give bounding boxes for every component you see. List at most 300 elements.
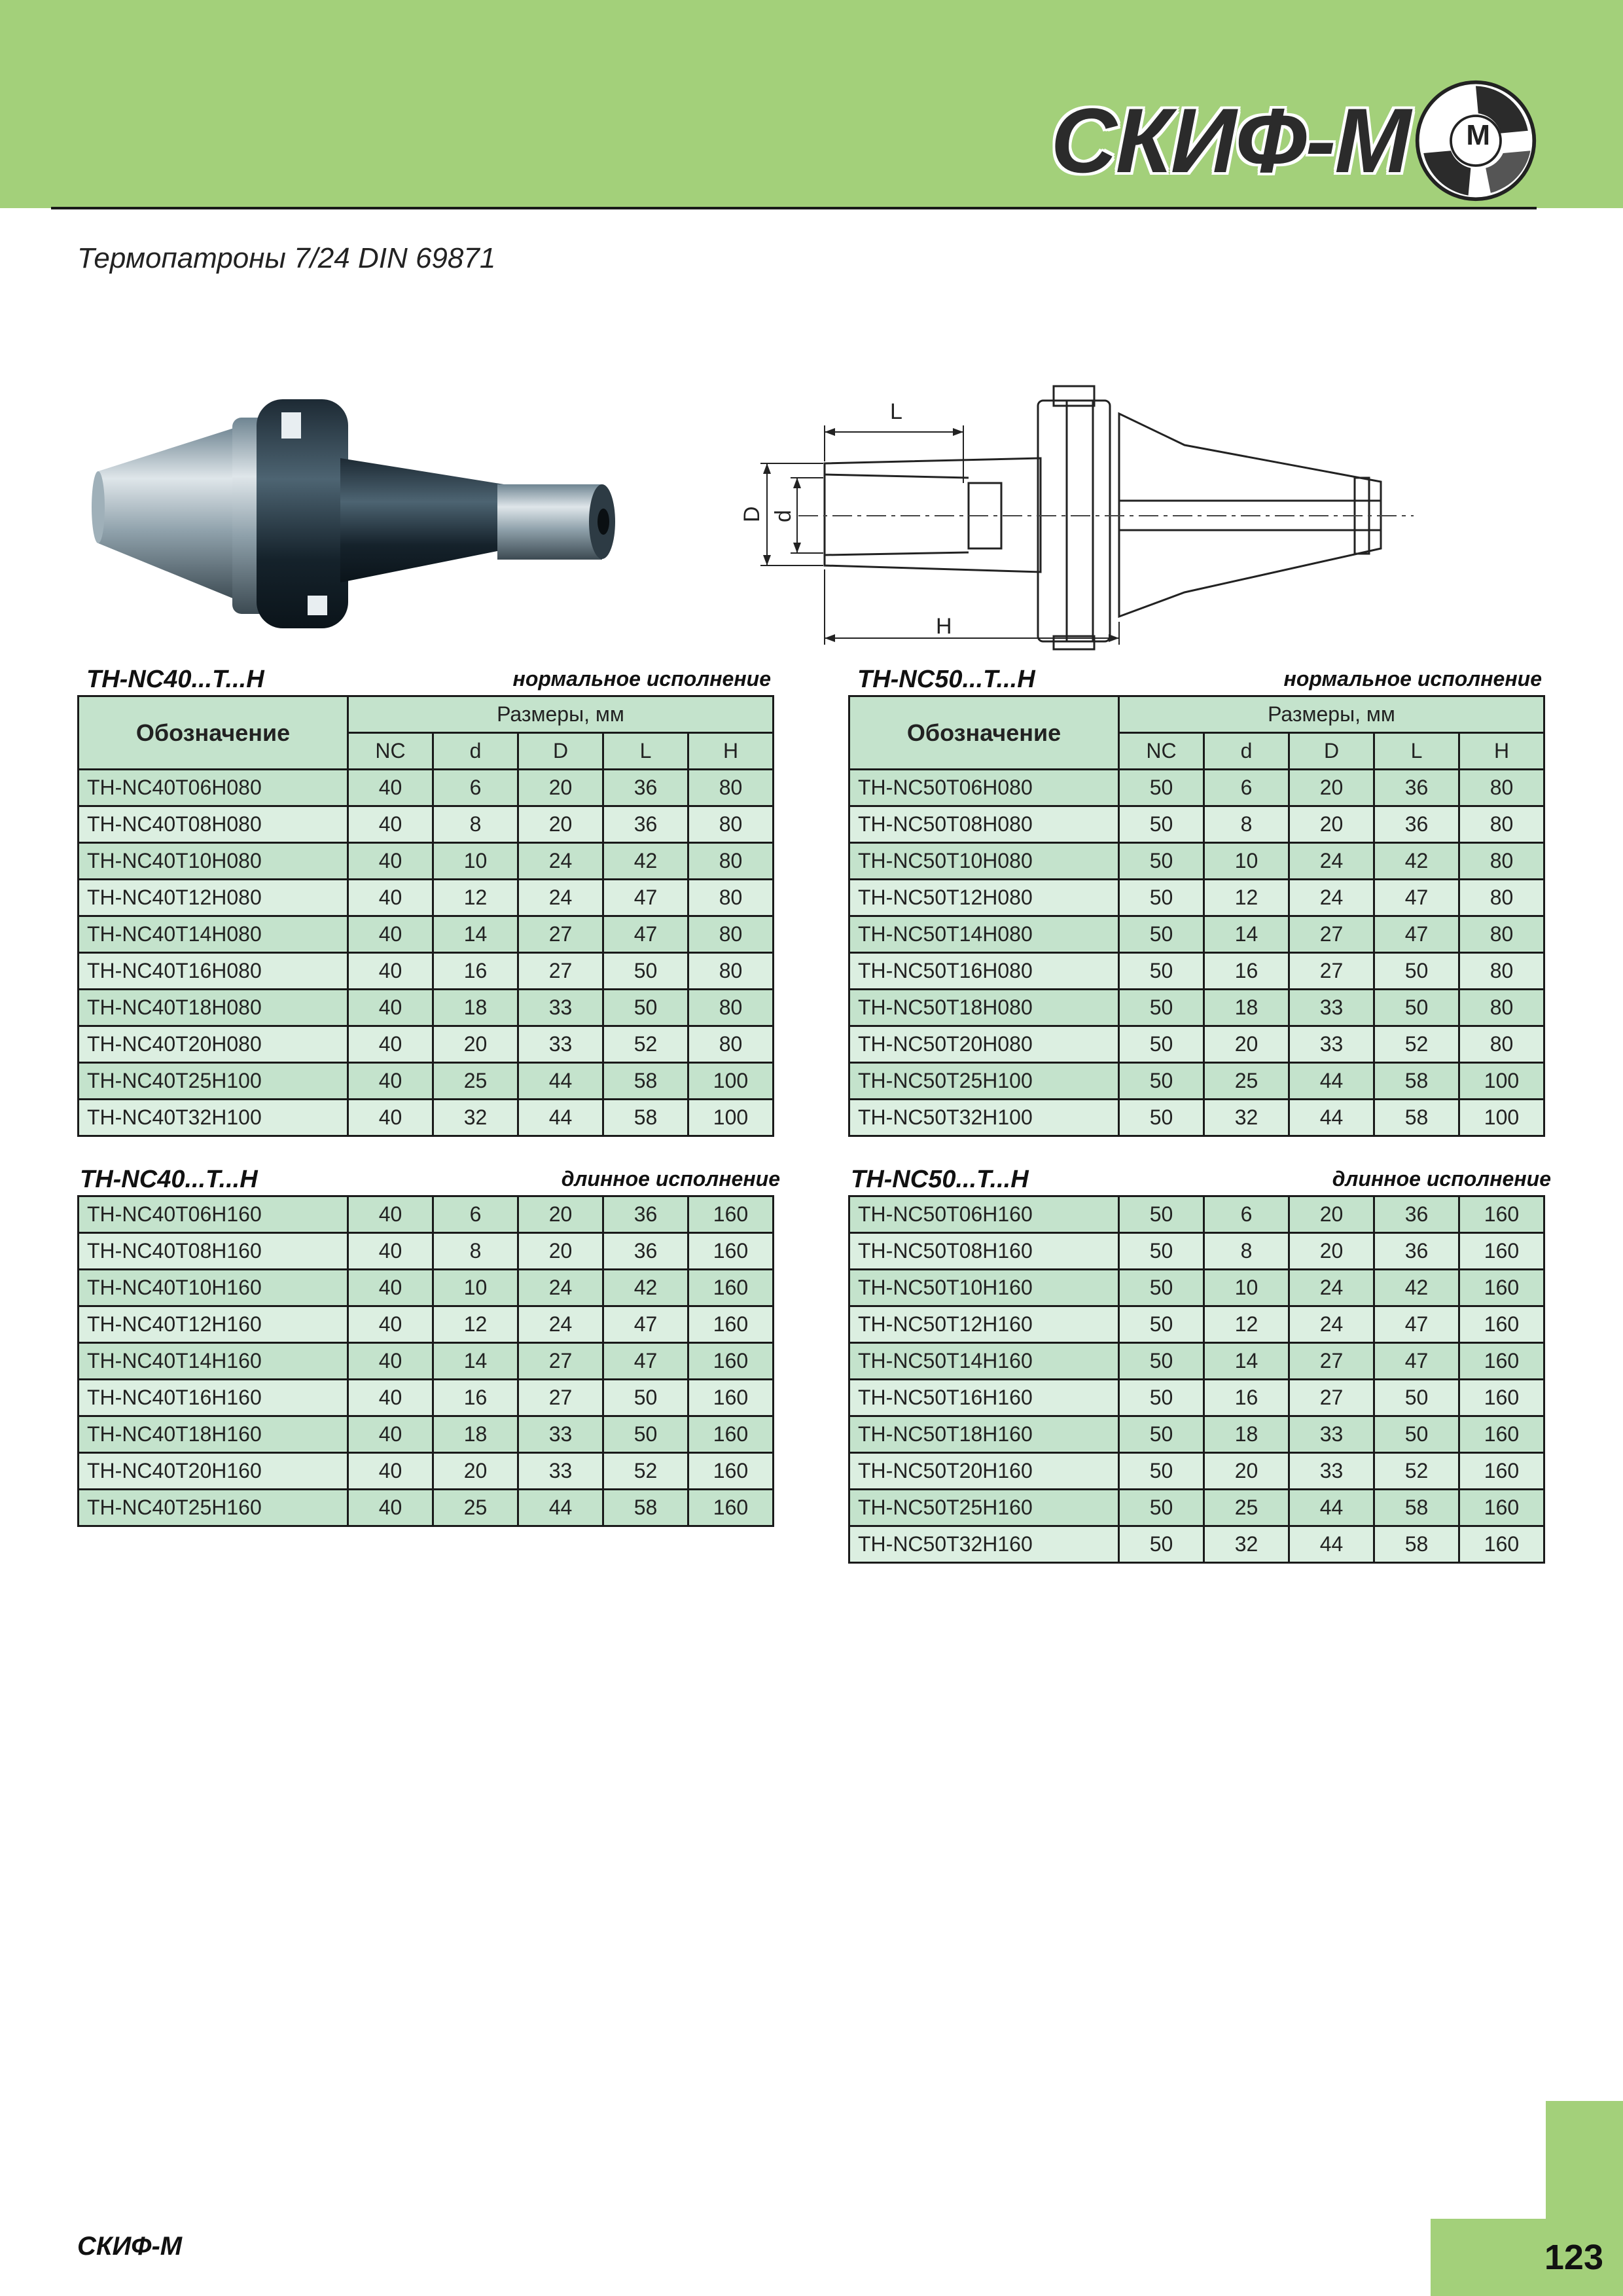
footer-brand: СКИФ-М [77, 2232, 183, 2261]
column-header: H [688, 733, 774, 770]
value-cell: 47 [1374, 880, 1459, 916]
technical-drawing [726, 367, 1420, 655]
designation-cell: TH-NC50T16H160 [849, 1380, 1119, 1416]
value-cell: 18 [1204, 1416, 1289, 1453]
value-cell: 24 [1289, 1270, 1374, 1306]
value-cell: 160 [1459, 1453, 1544, 1490]
table-row [849, 1026, 1544, 1063]
value-cell: 44 [518, 1490, 603, 1526]
table-row [849, 843, 1544, 880]
value-cell: 33 [1289, 1416, 1374, 1453]
value-cell: 44 [1289, 1063, 1374, 1100]
designation-cell: TH-NC40T20H160 [79, 1453, 348, 1490]
value-cell: 40 [348, 806, 433, 843]
value-cell: 36 [1374, 1233, 1459, 1270]
value-cell: 80 [1459, 1026, 1544, 1063]
value-cell: 32 [1204, 1526, 1289, 1563]
column-header: d [1204, 733, 1289, 770]
value-cell: 80 [1459, 953, 1544, 990]
value-cell: 14 [1204, 1343, 1289, 1380]
designation-cell: TH-NC50T10H160 [849, 1270, 1119, 1306]
designation-cell: TH-NC40T20H080 [79, 1026, 348, 1063]
value-cell: 14 [433, 1343, 518, 1380]
value-cell: 52 [1374, 1026, 1459, 1063]
value-cell: 36 [603, 1196, 688, 1233]
nc50-long-block [848, 1162, 1551, 1564]
value-cell: 18 [433, 1416, 518, 1453]
spec-table [77, 695, 774, 1137]
value-cell: 80 [1459, 916, 1544, 953]
value-cell: 20 [433, 1026, 518, 1063]
value-cell: 33 [518, 1026, 603, 1063]
value-cell: 44 [1289, 1100, 1374, 1136]
value-cell: 58 [1374, 1526, 1459, 1563]
value-cell: 50 [1119, 1490, 1204, 1526]
table-row [849, 806, 1544, 843]
column-header: H [1459, 733, 1544, 770]
value-cell: 8 [433, 1233, 518, 1270]
value-cell: 42 [1374, 1270, 1459, 1306]
designation-cell: TH-NC40T10H080 [79, 843, 348, 880]
table-row [849, 1380, 1544, 1416]
value-cell: 36 [1374, 770, 1459, 806]
value-cell: 80 [688, 806, 774, 843]
table-row [79, 880, 774, 916]
value-cell: 10 [1204, 1270, 1289, 1306]
value-cell: 24 [518, 1270, 603, 1306]
value-cell: 32 [1204, 1100, 1289, 1136]
value-cell: 40 [348, 1100, 433, 1136]
variant-label: длинное исполнение [1332, 1167, 1551, 1191]
value-cell: 52 [603, 1026, 688, 1063]
table-row [849, 1100, 1544, 1136]
value-cell: 50 [603, 1380, 688, 1416]
designation-cell: TH-NC40T06H080 [79, 770, 348, 806]
value-cell: 160 [688, 1306, 774, 1343]
value-cell: 16 [433, 1380, 518, 1416]
table-row [79, 1453, 774, 1490]
value-cell: 160 [688, 1453, 774, 1490]
table-row [79, 1490, 774, 1526]
value-cell: 16 [1204, 1380, 1289, 1416]
value-cell: 160 [1459, 1380, 1544, 1416]
dim-d-label: d [771, 510, 796, 522]
value-cell: 40 [348, 953, 433, 990]
value-cell: 58 [603, 1490, 688, 1526]
value-cell: 36 [603, 1233, 688, 1270]
value-cell: 160 [1459, 1233, 1544, 1270]
value-cell: 80 [688, 990, 774, 1026]
value-cell: 33 [1289, 1026, 1374, 1063]
table-row [79, 843, 774, 880]
value-cell: 12 [433, 1306, 518, 1343]
value-cell: 40 [348, 1380, 433, 1416]
header-divider [51, 207, 1537, 209]
designation-cell: TH-NC50T14H080 [849, 916, 1119, 953]
value-cell: 20 [518, 1196, 603, 1233]
value-cell: 160 [1459, 1306, 1544, 1343]
value-cell: 160 [1459, 1196, 1544, 1233]
value-cell: 8 [1204, 806, 1289, 843]
table-row [79, 990, 774, 1026]
designation-cell: TH-NC40T32H100 [79, 1100, 348, 1136]
value-cell: 100 [1459, 1063, 1544, 1100]
page-number: 123 [1544, 2238, 1603, 2277]
value-cell: 50 [1119, 1233, 1204, 1270]
table-row [849, 953, 1544, 990]
value-cell: 50 [1119, 1526, 1204, 1563]
value-cell: 14 [1204, 916, 1289, 953]
dimensions-header: Размеры, мм [1119, 696, 1544, 733]
value-cell: 33 [518, 1416, 603, 1453]
value-cell: 80 [1459, 806, 1544, 843]
value-cell: 160 [688, 1490, 774, 1526]
page-title: Термопатроны 7/24 DIN 69871 [77, 242, 496, 274]
value-cell: 25 [1204, 1063, 1289, 1100]
value-cell: 47 [1374, 1306, 1459, 1343]
value-cell: 20 [1289, 806, 1374, 843]
dim-L-label: L [890, 399, 902, 424]
value-cell: 18 [1204, 990, 1289, 1026]
value-cell: 80 [688, 843, 774, 880]
table-row [79, 770, 774, 806]
value-cell: 100 [688, 1100, 774, 1136]
value-cell: 58 [1374, 1490, 1459, 1526]
value-cell: 50 [1119, 1026, 1204, 1063]
value-cell: 27 [1289, 1380, 1374, 1416]
designation-cell: TH-NC40T14H160 [79, 1343, 348, 1380]
value-cell: 50 [1119, 1063, 1204, 1100]
designation-cell: TH-NC40T18H080 [79, 990, 348, 1026]
value-cell: 20 [1289, 1196, 1374, 1233]
value-cell: 6 [1204, 1196, 1289, 1233]
value-cell: 50 [1119, 953, 1204, 990]
value-cell: 33 [518, 1453, 603, 1490]
spec-table [848, 1195, 1545, 1564]
value-cell: 100 [1459, 1100, 1544, 1136]
value-cell: 40 [348, 1233, 433, 1270]
value-cell: 80 [1459, 880, 1544, 916]
value-cell: 50 [1119, 1306, 1204, 1343]
value-cell: 27 [518, 916, 603, 953]
value-cell: 14 [433, 916, 518, 953]
designation-cell: TH-NC50T08H080 [849, 806, 1119, 843]
value-cell: 20 [518, 770, 603, 806]
table-row [79, 806, 774, 843]
value-cell: 42 [1374, 843, 1459, 880]
value-cell: 40 [348, 843, 433, 880]
value-cell: 50 [1119, 770, 1204, 806]
dim-D-label: D [740, 506, 764, 522]
series-name: TH-NC40...T...H [80, 1166, 258, 1193]
table-row [849, 1490, 1544, 1526]
value-cell: 40 [348, 1343, 433, 1380]
value-cell: 27 [518, 1343, 603, 1380]
designation-cell: TH-NC40T25H160 [79, 1490, 348, 1526]
table-row [849, 1063, 1544, 1100]
table-row [849, 1416, 1544, 1453]
value-cell: 40 [348, 880, 433, 916]
column-header: D [518, 733, 603, 770]
value-cell: 50 [1119, 843, 1204, 880]
designation-cell: TH-NC50T18H080 [849, 990, 1119, 1026]
value-cell: 160 [688, 1380, 774, 1416]
value-cell: 25 [433, 1490, 518, 1526]
spec-table [77, 1195, 774, 1527]
value-cell: 8 [433, 806, 518, 843]
value-cell: 100 [688, 1063, 774, 1100]
designation-cell: TH-NC50T10H080 [849, 843, 1119, 880]
value-cell: 40 [348, 1270, 433, 1306]
value-cell: 40 [348, 1453, 433, 1490]
column-header: D [1289, 733, 1374, 770]
table-row [79, 1343, 774, 1380]
value-cell: 58 [603, 1100, 688, 1136]
value-cell: 40 [348, 916, 433, 953]
value-cell: 33 [1289, 1453, 1374, 1490]
designation-cell: TH-NC50T08H160 [849, 1233, 1119, 1270]
value-cell: 80 [1459, 843, 1544, 880]
value-cell: 40 [348, 1026, 433, 1063]
value-cell: 40 [348, 990, 433, 1026]
designation-cell: TH-NC40T10H160 [79, 1270, 348, 1306]
value-cell: 44 [518, 1100, 603, 1136]
block-heading [77, 660, 776, 695]
table-row [849, 1453, 1544, 1490]
value-cell: 52 [1374, 1453, 1459, 1490]
value-cell: 24 [1289, 880, 1374, 916]
value-cell: 27 [1289, 953, 1374, 990]
value-cell: 50 [1119, 1380, 1204, 1416]
value-cell: 27 [518, 953, 603, 990]
value-cell: 33 [518, 990, 603, 1026]
value-cell: 50 [1119, 1100, 1204, 1136]
value-cell: 160 [1459, 1490, 1544, 1526]
value-cell: 52 [603, 1453, 688, 1490]
value-cell: 6 [433, 770, 518, 806]
value-cell: 50 [603, 990, 688, 1026]
product-photo [85, 386, 622, 628]
value-cell: 20 [1289, 1233, 1374, 1270]
value-cell: 160 [688, 1270, 774, 1306]
value-cell: 12 [1204, 1306, 1289, 1343]
value-cell: 160 [688, 1196, 774, 1233]
designation-header: Обозначение [849, 696, 1119, 770]
value-cell: 160 [1459, 1416, 1544, 1453]
value-cell: 16 [1204, 953, 1289, 990]
value-cell: 44 [1289, 1526, 1374, 1563]
designation-cell: TH-NC40T08H160 [79, 1233, 348, 1270]
designation-cell: TH-NC50T20H080 [849, 1026, 1119, 1063]
designation-cell: TH-NC50T32H160 [849, 1526, 1119, 1563]
value-cell: 12 [433, 880, 518, 916]
value-cell: 80 [688, 880, 774, 916]
value-cell: 27 [518, 1380, 603, 1416]
table-row [849, 1233, 1544, 1270]
table-row [849, 1306, 1544, 1343]
value-cell: 80 [688, 770, 774, 806]
value-cell: 24 [518, 880, 603, 916]
value-cell: 40 [348, 1490, 433, 1526]
value-cell: 20 [518, 806, 603, 843]
designation-cell: TH-NC50T32H100 [849, 1100, 1119, 1136]
table-row [79, 1380, 774, 1416]
table-row [79, 1026, 774, 1063]
value-cell: 8 [1204, 1233, 1289, 1270]
variant-label: длинное исполнение [561, 1167, 780, 1191]
value-cell: 12 [1204, 880, 1289, 916]
designation-cell: TH-NC40T08H080 [79, 806, 348, 843]
value-cell: 6 [1204, 770, 1289, 806]
designation-cell: TH-NC50T25H100 [849, 1063, 1119, 1100]
value-cell: 18 [433, 990, 518, 1026]
value-cell: 160 [688, 1233, 774, 1270]
designation-cell: TH-NC40T16H080 [79, 953, 348, 990]
value-cell: 20 [518, 1233, 603, 1270]
column-header: d [433, 733, 518, 770]
value-cell: 50 [1374, 953, 1459, 990]
value-cell: 36 [1374, 806, 1459, 843]
value-cell: 50 [1119, 806, 1204, 843]
nc40-long-block [77, 1162, 780, 1527]
value-cell: 47 [1374, 1343, 1459, 1380]
value-cell: 47 [603, 880, 688, 916]
column-header: L [1374, 733, 1459, 770]
dimensions-header: Размеры, мм [348, 696, 774, 733]
table-row [79, 1196, 774, 1233]
table-row [79, 1063, 774, 1100]
value-cell: 25 [1204, 1490, 1289, 1526]
table-row [79, 1233, 774, 1270]
designation-cell: TH-NC40T14H080 [79, 916, 348, 953]
value-cell: 80 [1459, 990, 1544, 1026]
value-cell: 47 [603, 1306, 688, 1343]
designation-cell: TH-NC50T06H080 [849, 770, 1119, 806]
value-cell: 10 [1204, 843, 1289, 880]
value-cell: 24 [1289, 1306, 1374, 1343]
value-cell: 6 [433, 1196, 518, 1233]
designation-cell: TH-NC50T12H160 [849, 1306, 1119, 1343]
table-row [849, 990, 1544, 1026]
brand-logo [1051, 79, 1538, 203]
designation-cell: TH-NC40T18H160 [79, 1416, 348, 1453]
value-cell: 42 [603, 1270, 688, 1306]
series-name: TH-NC50...T...H [857, 666, 1035, 693]
value-cell: 20 [1289, 770, 1374, 806]
value-cell: 50 [1119, 1343, 1204, 1380]
spec-table [848, 695, 1545, 1137]
value-cell: 50 [1119, 1416, 1204, 1453]
table-row [79, 1306, 774, 1343]
value-cell: 50 [1119, 916, 1204, 953]
table-row [79, 953, 774, 990]
value-cell: 50 [603, 1416, 688, 1453]
value-cell: 58 [1374, 1100, 1459, 1136]
table-row [79, 1100, 774, 1136]
table-row [849, 1196, 1544, 1233]
value-cell: 40 [348, 1416, 433, 1453]
value-cell: 50 [1119, 990, 1204, 1026]
value-cell: 20 [433, 1453, 518, 1490]
designation-cell: TH-NC50T16H080 [849, 953, 1119, 990]
value-cell: 36 [1374, 1196, 1459, 1233]
table-row [849, 770, 1544, 806]
value-cell: 50 [1374, 1416, 1459, 1453]
value-cell: 36 [603, 806, 688, 843]
value-cell: 27 [1289, 916, 1374, 953]
table-row [849, 1343, 1544, 1380]
designation-cell: TH-NC50T12H080 [849, 880, 1119, 916]
designation-cell: TH-NC40T06H160 [79, 1196, 348, 1233]
value-cell: 33 [1289, 990, 1374, 1026]
nc40-normal-block [77, 660, 776, 1137]
value-cell: 47 [1374, 916, 1459, 953]
table-row [79, 916, 774, 953]
value-cell: 160 [1459, 1270, 1544, 1306]
block-heading [848, 1162, 1551, 1195]
value-cell: 80 [688, 953, 774, 990]
logo-text: СКИФ-М [1050, 89, 1410, 192]
value-cell: 44 [1289, 1490, 1374, 1526]
column-header: NC [1119, 733, 1204, 770]
value-cell: 160 [1459, 1343, 1544, 1380]
designation-cell: TH-NC50T20H160 [849, 1453, 1119, 1490]
value-cell: 20 [1204, 1026, 1289, 1063]
value-cell: 47 [603, 1343, 688, 1380]
value-cell: 50 [1119, 1196, 1204, 1233]
value-cell: 24 [518, 843, 603, 880]
value-cell: 160 [1459, 1526, 1544, 1563]
table-row [79, 1416, 774, 1453]
value-cell: 27 [1289, 1343, 1374, 1380]
value-cell: 58 [603, 1063, 688, 1100]
nc50-normal-block [848, 660, 1547, 1137]
value-cell: 40 [348, 1306, 433, 1343]
value-cell: 50 [1119, 1270, 1204, 1306]
value-cell: 50 [1119, 880, 1204, 916]
variant-label: нормальное исполнение [512, 667, 771, 691]
value-cell: 24 [1289, 843, 1374, 880]
designation-header: Обозначение [79, 696, 348, 770]
value-cell: 25 [433, 1063, 518, 1100]
designation-cell: TH-NC40T25H100 [79, 1063, 348, 1100]
logo-emblem-letter: М [1466, 119, 1490, 151]
table-row [849, 1270, 1544, 1306]
table-row [849, 916, 1544, 953]
designation-cell: TH-NC50T25H160 [849, 1490, 1119, 1526]
table-row [79, 1270, 774, 1306]
series-name: TH-NC50...T...H [851, 1166, 1029, 1193]
column-header: L [603, 733, 688, 770]
table-row [849, 880, 1544, 916]
value-cell: 50 [1374, 990, 1459, 1026]
value-cell: 10 [433, 843, 518, 880]
value-cell: 50 [1374, 1380, 1459, 1416]
value-cell: 160 [688, 1416, 774, 1453]
value-cell: 80 [1459, 770, 1544, 806]
value-cell: 40 [348, 1063, 433, 1100]
value-cell: 16 [433, 953, 518, 990]
designation-cell: TH-NC50T06H160 [849, 1196, 1119, 1233]
value-cell: 20 [1204, 1453, 1289, 1490]
value-cell: 40 [348, 1196, 433, 1233]
value-cell: 50 [603, 953, 688, 990]
value-cell: 80 [688, 916, 774, 953]
value-cell: 24 [518, 1306, 603, 1343]
value-cell: 80 [688, 1026, 774, 1063]
designation-cell: TH-NC50T14H160 [849, 1343, 1119, 1380]
value-cell: 36 [603, 770, 688, 806]
